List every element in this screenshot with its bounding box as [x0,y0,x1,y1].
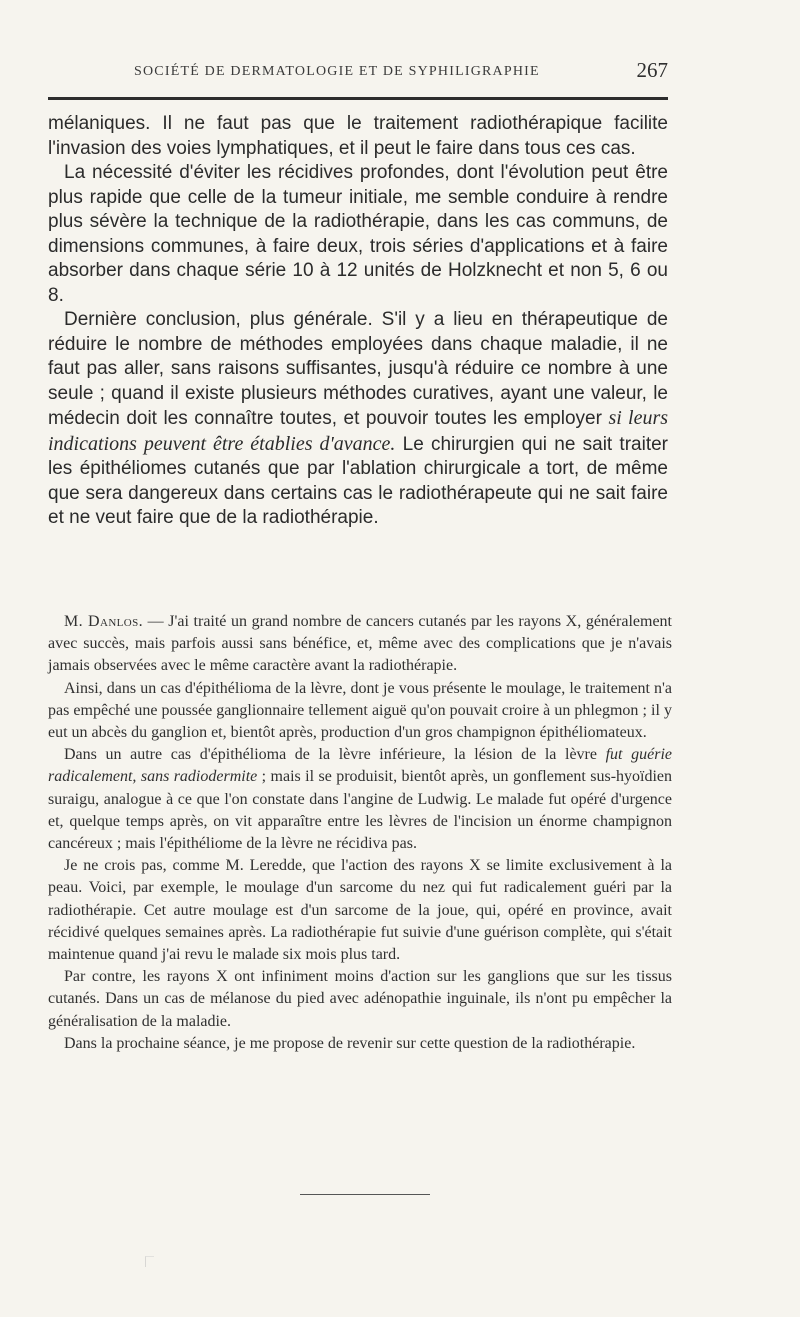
running-title: SOCIÉTÉ DE DERMATOLOGIE ET DE SYPHILIGRAPHIE [134,64,540,79]
conclusion-text-start: Dernière conclusion, plus générale. S'il y a lieu en thérapeutique de réduire le nombre de méthodes employées dans chaque maladie, il ne faut pas aller, sans raisons suffisantes, jusqu'à réduire ce nombre à une seule ; quand il existe plusieurs méthodes curatives, ayant une valeur, le médecin doit les connaître toutes, et pouvoir toutes les employer [48,309,668,429]
paragraph-recidives: La nécessité d'éviter les récidives profondes, dont l'évolution peut être plus rapide que celle de la tumeur initiale, me semble conduire à rendre plus sévère la technique de la radiothérapie, dans les cas communs, de dimensions communes, à faire deux, trois séries d'applications et à faire absorber dans chaque série 10 à 12 unités de Holzknecht et non 5, 6 ou 8. [48,162,668,306]
paragraph-ganglions: Par contre, les rayons X ont infiniment moins d'action sur les ganglions que sur les tissus cutanés. Dans un cas de mélanose du pied avec adénopathie inguinale, ils n'ont pu empêcher la généralisation de la maladie. [48,968,672,1030]
running-header [48,58,668,88]
levre-text-start: Dans un autre cas d'épithélioma de la lèvre inférieure, la lésion de la lèvre [64,746,597,764]
paragraph-levre-case: Ainsi, dans un cas d'épithélioma de la lèvre, dont je vous présente le moulage, le traitement n'a pas empêché une poussée ganglionnaire tellement aiguë qu'on pouvait croire à un phlegmon ; il y eut un abcès du ganglion et, bientôt après, production d'un gros champignon épithéliomateux. [48,679,672,742]
page-number: 267 [636,58,668,82]
paragraph-continuation: mélaniques. Il ne faut pas que le traitement radiothérapique facilite l'invasion des voies lymphatiques, et il peut le faire dans tous ces cas. [48,113,668,159]
header-rule [48,97,668,100]
discussion-block [48,611,672,1055]
paragraph-levre-inferieure [48,744,672,855]
section-end-rule [300,1194,430,1195]
levre-text-end: ; mais il se produisit, bientôt après, un gonflement sus-hyoïdien suraigu, analogue à ce que l'on constate dans l'angine de Ludwig. Le malade fut opéré d'urgence et, quelque temps après, on vit apparaître entre les lèvres de l'incision un énorme champignon cancéreux ; mais l'épithéliome de la lèvre ne récidiva pas. [48,768,673,853]
levre-italic: fut guérie radicalement, sans radiodermite [48,746,672,786]
paper-speck [145,1256,154,1267]
paragraph-danlos-intro [48,611,672,678]
conclusion-italic: si leurs indications peuvent être établies d'avance. [48,407,669,455]
speaker-name: M. Danlos. [64,613,144,630]
main-text-block [48,112,668,531]
danlos-intro-text: — J'ai traité un grand nombre de cancers cutanés par les rayons X, généralement avec succès, mais parfois aussi sans bénéfice, et, même avec des complications que je n'avais jamais observées avec le même caractère avant la radiothérapie. [48,613,673,675]
paragraph-prochaine-seance: Dans la prochaine séance, je me propose de revenir sur cette question de la radiothérapie. [64,1034,636,1052]
conclusion-text-end: Le chirurgien qui ne sait traiter les épithéliomes cutanés que par l'ablation chirurgicale a tort, de même que sera dangereux dans certains cas le radiothérapeute qui ne sait faire et ne veut faire que de la radiothérapie. [48,433,668,528]
paragraph-conclusion [48,308,668,531]
paragraph-sarcome: Je ne crois pas, comme M. Leredde, que l'action des rayons X se limite exclusivement à la peau. Voici, par exemple, le moulage d'un sarcome du nez qui fut radicalement guéri par la radiothérapie. Cet autre moulage est d'un sarcome de la joue, qui, opéré en province, avait récidivé quelques semaines après. La radiothérapie fut suivie d'une guérison complète, qui s'était maintenue quand j'ai revu le malade six mois plus tard. [48,857,672,964]
